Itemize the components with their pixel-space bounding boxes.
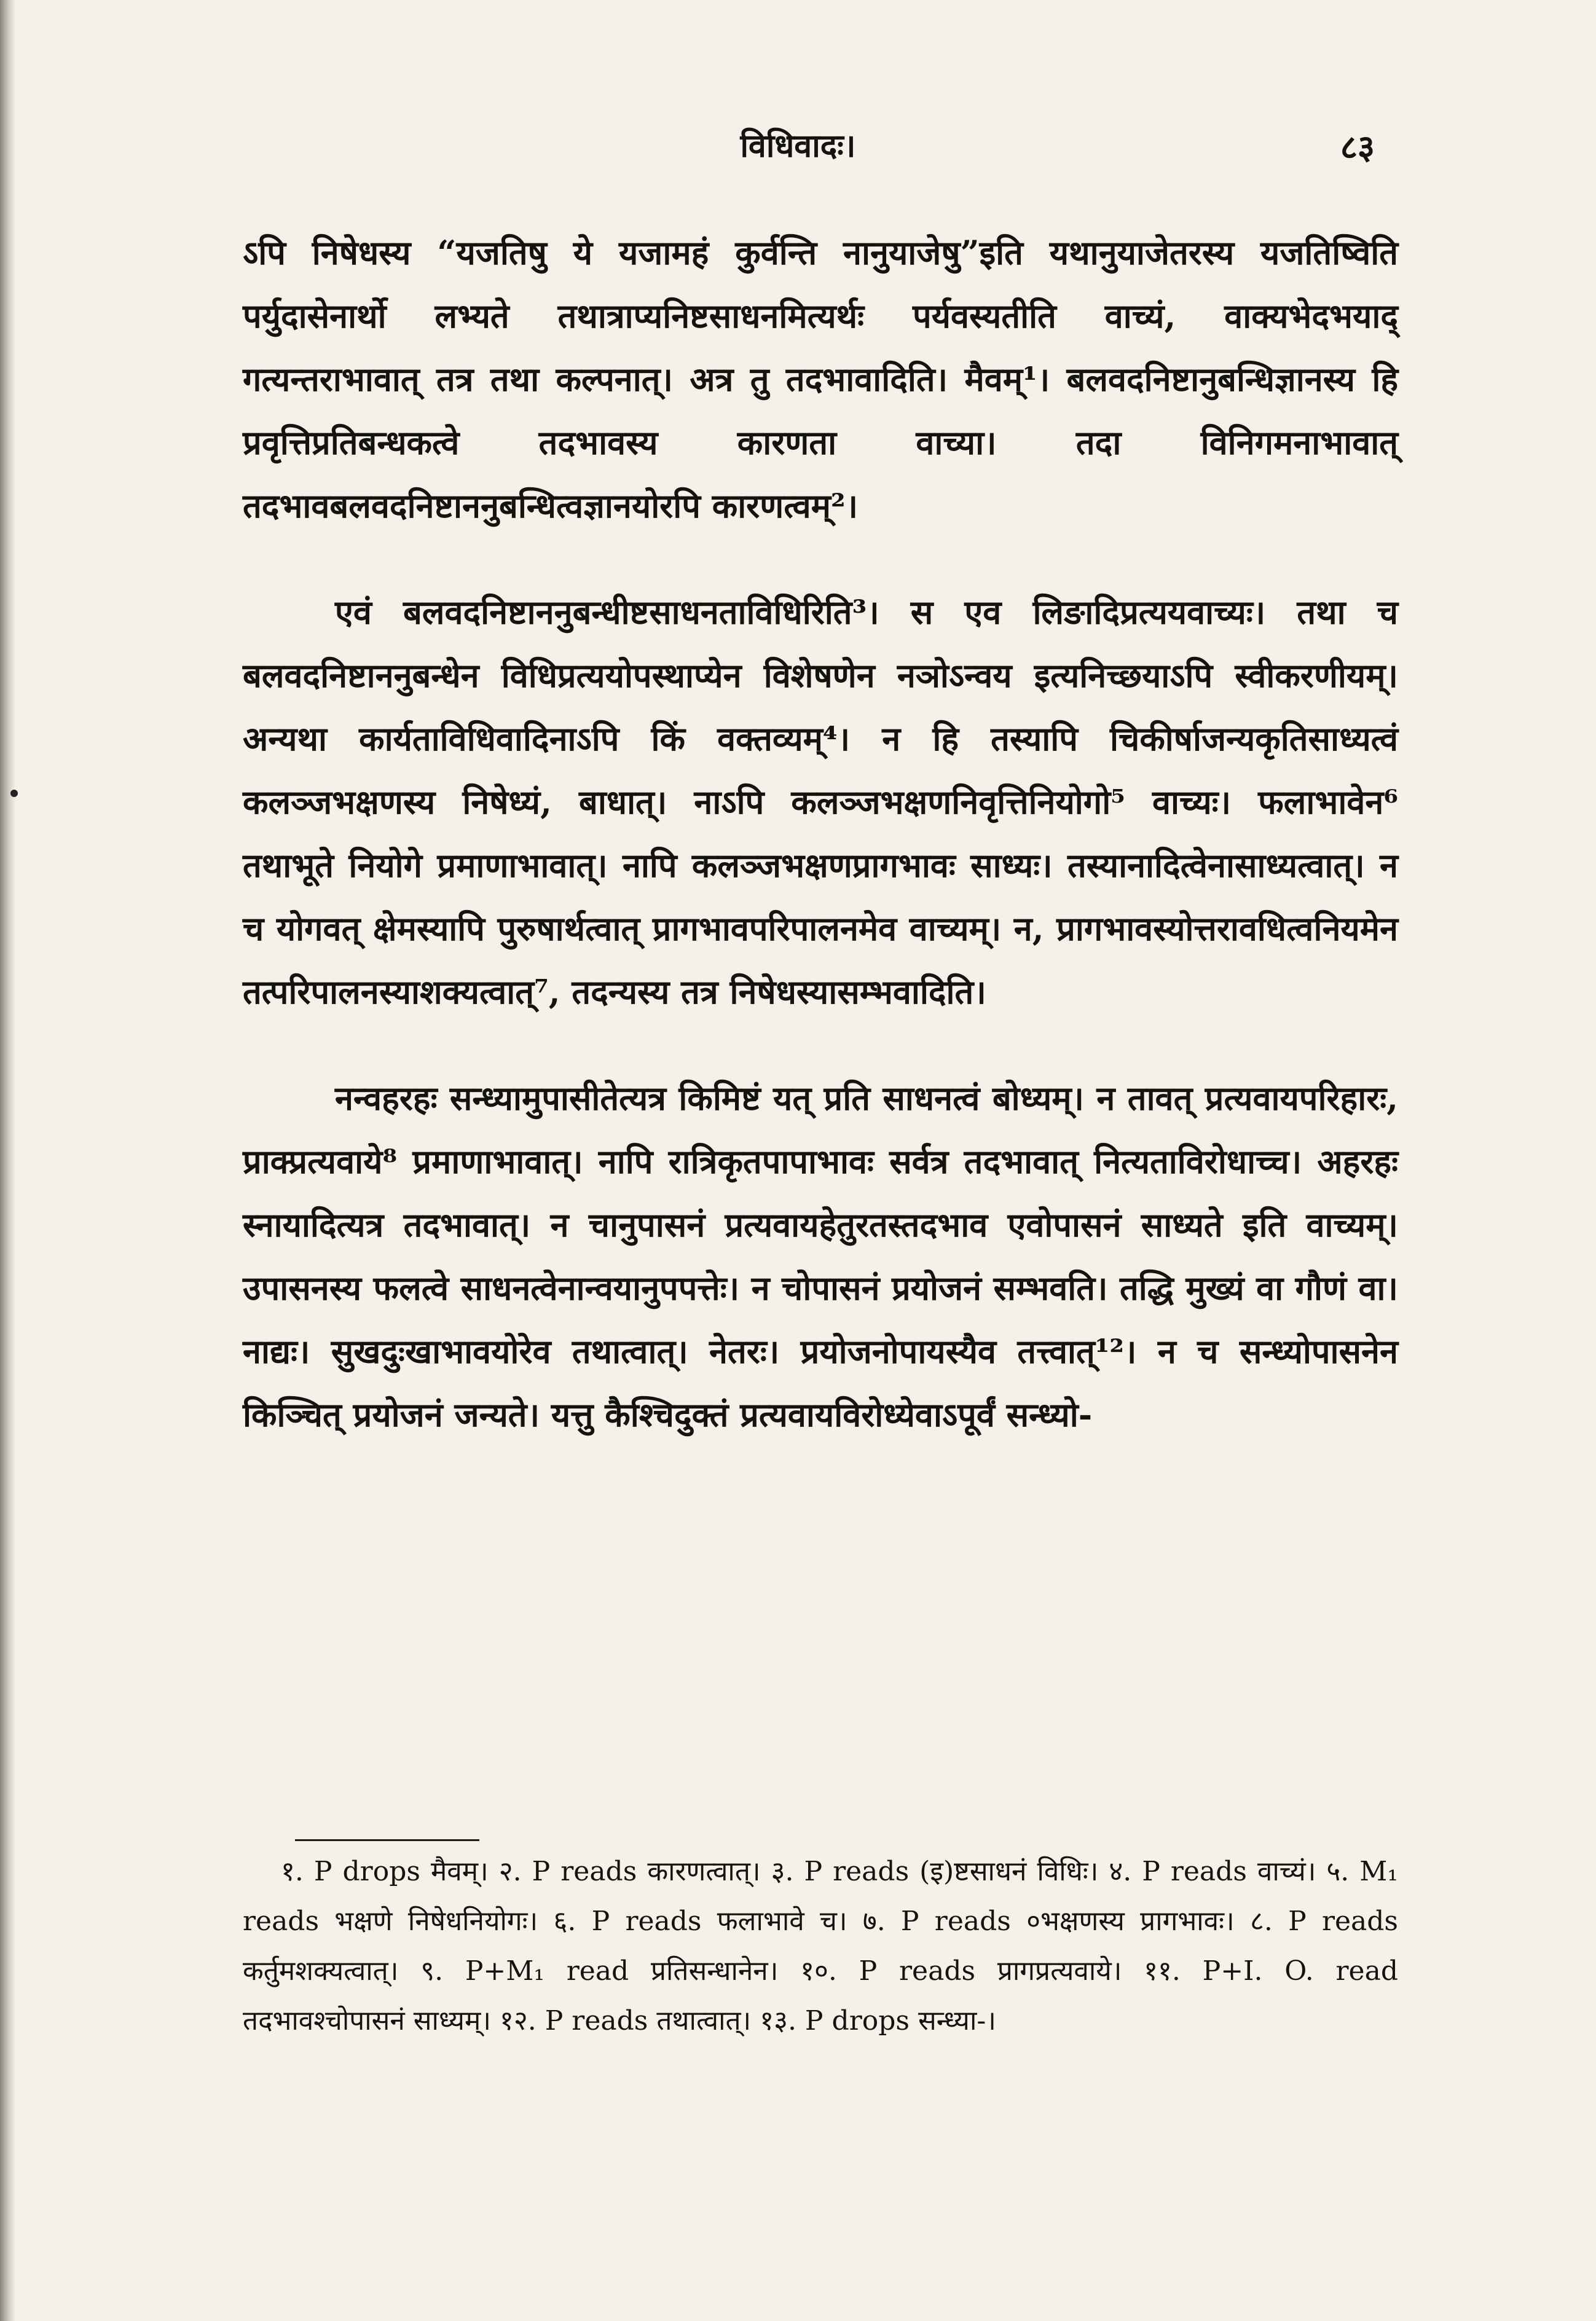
running-title: विधिवादः। (740, 127, 856, 165)
paragraph-3: नन्वहरहः सन्ध्यामुपासीतेत्यत्र किमिष्टं यत् प्रति साधनत्वं बोध्यम्। न तावत् प्रत्यवायपरिहारः, प्राक्प्रत्यवाये⁸ प्रमाणाभावात्। नापि रात्रिकृतपापाभावः सर्वत्र तदभावात् नित्यताविरोधाच्च। अहरहः स्नायादित्यत्र तदभावात्। न चानुपासनं प्रत्यवायहेतुरतस्तदभाव एवोपासनं साध्यते इति वाच्यम्। उपासनस्य फलत्वे साधनत्वेनान्वयानुपपत्तेः। न चोपासनं प्रयोजनं सम्भवति। तद्धि मुख्यं वा गौणं वा। नाद्यः। सुखदुःखाभावयोरेव तथात्वात्। नेतरः। प्रयोजनोपायस्यैव तत्त्वात्¹²। न च सन्ध्योपासनेन किञ्चित् प्रयोजनं जन्यते। यत्तु कैश्चिदुक्तं प्रत्यवायविरोध्येवाऽपूर्वं सन्ध्यो- (243, 1078, 1398, 1434)
paragraph-1: ऽपि निषेधस्य “यजतिषु ये यजामहं कुर्वन्ति नानुयाजेषु”इति यथानुयाजेतरस्य यजतिष्विति पर्युदासेनार्थो लभ्यते तथात्राप्यनिष्टसाधनमित्यर्थः पर्यवस्यतीति वाच्यं, वाक्यभेदभयाद् गत्यन्तराभावात् तत्र तथा कल्पनात्। अत्र तु तदभावादिति। मैवम्¹। बलवदनिष्टानुबन्धिज्ञानस्य हि प्रवृत्तिप्रतिबन्धकत्वे तदभावस्य कारणता वाच्या। तदा विनिगमनाभावात् तदभावबलवदनिष्टाननुबन्धित्वज्ञानयोरपि कारणत्वम्²। (243, 233, 1398, 525)
page-edge-shadow (0, 0, 16, 2321)
ink-speck (10, 790, 18, 797)
running-header (0, 123, 1596, 184)
footnote-divider (295, 1839, 479, 1841)
page-number: ८३ (1340, 127, 1375, 167)
paragraph-2: एवं बलवदनिष्टाननुबन्धीष्टसाधनताविधिरिति³। स एव लिङादिप्रत्ययवाच्यः। तथा च बलवदनिष्टाननुबन्धेन विधिप्रत्ययोपस्थाप्येन विशेषणेन नञोऽन्वय इत्यनिच्छयाऽपि स्वीकरणीयम्। अन्यथा कार्यताविधिवादिनाऽपि किं वक्तव्यम्⁴। न हि तस्यापि चिकीर्षाजन्यकृतिसाध्यत्वं कलञ्जभक्षणस्य निषेध्यं, बाधात्। नाऽपि कलञ्जभक्षणनिवृत्तिनियोगो⁵ वाच्यः। फलाभावेन⁶ तथाभूते नियोगे प्रमाणाभावात्। नापि कलञ्जभक्षणप्रागभावः साध्यः। तस्यानादित्वेनासाध्यत्वात्। न च योगवत् क्षेमस्यापि पुरुषार्थत्वात् प्रागभावपरिपालनमेव वाच्यम्। न, प्रागभावस्योत्तरावधित्वनियमेन तत्परिपालनस्याशक्यत्वात्⁷, तदन्यस्य तत्र निषेधस्यासम्भवादिति। (243, 592, 1398, 1011)
footnotes: १. P drops मैवम्। २. P reads कारणत्वात्। ३. P reads (इ)ष्टसाधनं विधिः। ४. P reads वाच्यं। ५. M₁ reads भक्षणे निषेधनियोगः। ६. P reads फलाभावे च। ७. P reads ०भक्षणस्य प्रागभावः। ८. P reads कर्तुमशक्यत्वात्। ९. P+M₁ read प्रतिसन्धानेन। १०. P reads प्रागप्रत्यवाये। ११. P+I. O. read तदभावश्चोपासनं साध्यम्। १२. P reads तथात्वात्। १३. P drops सन्ध्या-। (243, 1856, 1398, 2036)
main-text (243, 221, 1398, 1490)
